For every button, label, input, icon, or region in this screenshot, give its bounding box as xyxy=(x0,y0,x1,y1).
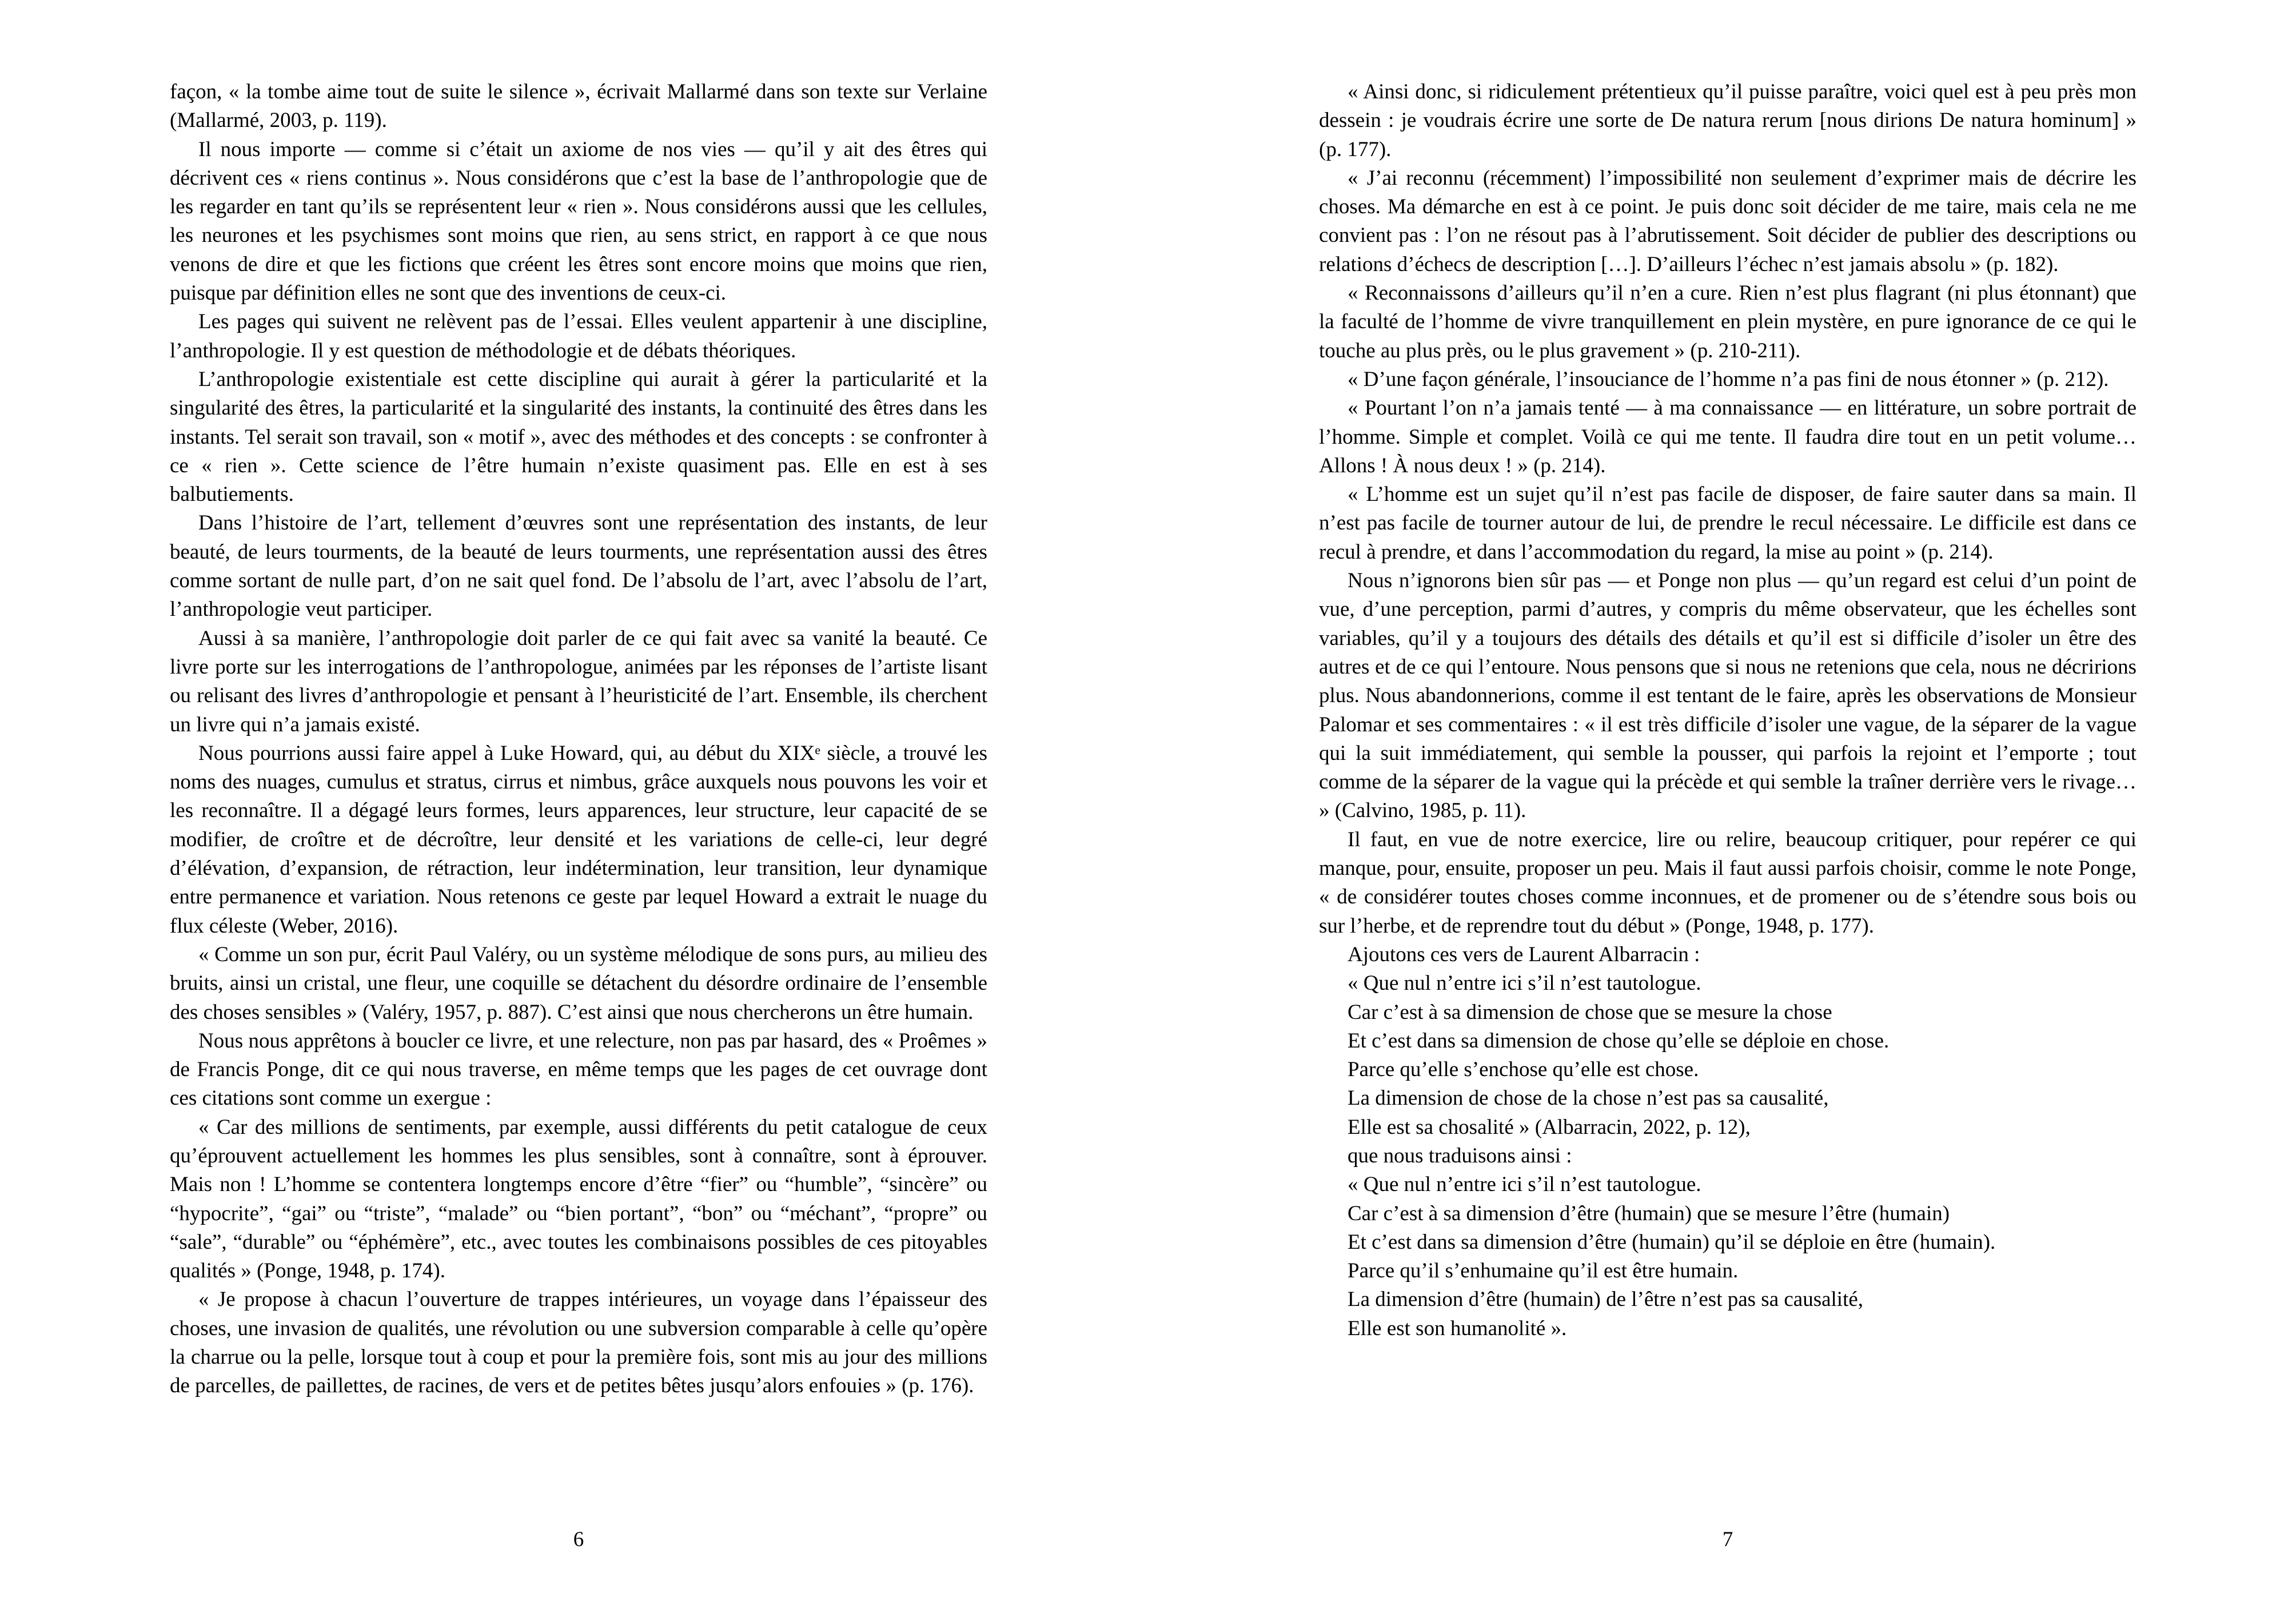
page-right-text-column xyxy=(1319,78,2136,1343)
paragraph: Il faut, en vue de notre exercice, lire ou relire, beaucoup critiquer, pour repérer ce qui manque, pour, ensuite, proposer un peu. Mais il faut aussi parfois choisir, comme le note Ponge, « de considérer toutes choses comme inconnues, et de promener ou de s’étendre sous bois ou sur l’herbe, et de reprendre tout du début » (Ponge, 1948, p. 177). xyxy=(1319,827,2136,938)
paragraph: « Je propose à chacun l’ouverture de trappes intérieures, un voyage dans l’épaisseur des choses, une invasion de qualités, une révolution ou une subversion comparable à celle qu’opère la charrue ou la pelle, lorsque tout à coup et pour la première fois, sont mis au jour des millions de parcelles, de paillettes, de racines, de vers et de petites bêtes jusqu’alors enfouies » (p. 176). xyxy=(170,1288,987,1398)
paragraph: Les pages qui suivent ne relèvent pas de l’essai. Elles veulent appartenir à une discipline, l’anthropologie. Il y est question de méthodologie et de débats théoriques. xyxy=(170,310,987,363)
paragraph: « Pourtant l’on n’a jamais tenté — à ma connaissance — en littérature, un sobre portrait de l’homme. Simple et complet. Voilà ce qui me tente. Il faudra dire tout en un petit volume… Allons ! À nous deux ! » (p. 214). xyxy=(1319,396,2136,477)
paragraph: La dimension d’être (humain) de l’être n’est pas sa causalité, xyxy=(1348,1288,1864,1312)
paragraph: Elle est son humanolité ». xyxy=(1348,1316,1567,1340)
paragraph: Elle est sa chosalité » (Albarracin, 2022, p. 12), xyxy=(1348,1115,1751,1139)
paragraph: Nous nous apprêtons à boucler ce livre, et une relecture, non pas par hasard, des « Proêmes » de Francis Ponge, dit ce qui nous traverse, en même temps que les pages de cet ouvrage dont ces citations sont comme un exergue : xyxy=(170,1029,987,1110)
paragraph: « Reconnaissons d’ailleurs qu’il n’en a cure. Rien n’est plus flagrant (ni plus étonnant) que la faculté de l’homme de vivre tranquillement en plein mystère, en pure ignorance de ce qui le touche au plus près, ou le plus gravement » (p. 210-211). xyxy=(1319,281,2136,363)
page-number-right: 7 xyxy=(1722,1528,1733,1551)
paragraph: Car c’est à sa dimension d’être (humain) que se mesure l’être (humain) xyxy=(1348,1201,1950,1225)
page-left-text-column xyxy=(170,78,987,1401)
paragraph: Aussi à sa manière, l’anthropologie doit parler de ce qui fait avec sa vanité la beauté. Ce livre porte sur les interrogations de l’anthropologue, animées par les réponses de l’artiste lisant ou relisant des livres d’anthropologie et pensant à l’heuristicité de l’art. Ensemble, ils cherchent un livre qui n’a jamais existé. xyxy=(170,626,987,736)
paragraph: Il nous importe — comme si c’était un axiome de nos vies — qu’il y ait des êtres qui décrivent ces « riens continus ». Nous considérons que c’est la base de l’anthropologie que de les regarder en tant qu’ils se représentent leur « rien ». Nous considérons aussi que les cellules, les neurones et les psychismes sont moins que rien, au sens strict, en rapport à ce que nous venons de dire et que les fictions que créent les êtres sont encore moins que moins que rien, puisque par définition elles ne sont que des inventions de ceux-ci. xyxy=(170,137,987,305)
paragraph: « L’homme est un sujet qu’il n’est pas facile de disposer, de faire sauter dans sa main. Il n’est pas facile de tourner autour de lui, de prendre le recul nécessaire. Le difficile est dans ce recul à prendre, et dans l’accommodation du regard, la mise au point » (p. 214). xyxy=(1319,483,2136,564)
paragraph: La dimension de chose de la chose n’est pas sa causalité, xyxy=(1348,1086,1829,1110)
page-right xyxy=(1148,0,2296,1621)
paragraph: que nous traduisons ainsi : xyxy=(1348,1144,1572,1168)
paragraph: L’anthropologie existentiale est cette discipline qui aurait à gérer la particularité et la singularité des êtres, la particularité et la singularité des instants, la continuité des êtres dans les instants. Tel serait son travail, son « motif », avec des méthodes et des concepts : se confronter à ce « rien ». Cette science de l’être humain n’existe quasiment pas. Elle en est à ses balbutiements. xyxy=(170,367,987,507)
paragraph: Parce qu’elle s’enchose qu’elle est chose. xyxy=(1348,1058,1699,1082)
paragraph: Nous pourrions aussi faire appel à Luke Howard, qui, au début du XIXᵉ siècle, a trouvé les noms des nuages, cumulus et stratus, cirrus et nimbus, grâce auxquels nous pouvons les voir et les reconnaître. Il a dégagé leurs formes, leurs apparences, leur structure, leur capacité de se modifier, de croître et de décroître, leur densité et les variations de celle-ci, leur degré d’élévation, d’expansion, de rétraction, leur indétermination, leur transition, leur dynamique entre permanence et variation. Nous retenons ce geste par lequel Howard a extrait le nuage du flux céleste (Weber, 2016). xyxy=(170,741,987,938)
paragraph: façon, « la tombe aime tout de suite le silence », écrivait Mallarmé dans son texte sur Verlaine (Mallarmé, 2003, p. 119). xyxy=(170,80,987,133)
paragraph: Dans l’histoire de l’art, tellement d’œuvres sont une représentation des instants, de leur beauté, de leurs tourments, de la beauté de leurs tourments, une représentation aussi des êtres comme sortant de nulle part, d’on ne sait quel fond. De l’absolu de l’art, avec l’absolu de l’art, l’anthropologie veut participer. xyxy=(170,511,987,622)
paragraph: « Comme un son pur, écrit Paul Valéry, ou un système mélodique de sons purs, au milieu des bruits, ainsi un cristal, une fleur, une coquille se détachent du désordre ordinaire de l’ensemble des choses sensibles » (Valéry, 1957, p. 887). C’est ainsi que nous chercherons un être humain. xyxy=(170,942,987,1024)
paragraph: Car c’est à sa dimension de chose que se mesure la chose xyxy=(1348,1000,1832,1024)
paragraph: « Ainsi donc, si ridiculement prétentieux qu’il puisse paraître, voici quel est à peu près mon dessein : je voudrais écrire une sorte de De natura rerum [nous dirions De natura hominum] » (p. 177). xyxy=(1319,80,2136,161)
paragraph: « J’ai reconnu (récemment) l’impossibilité non seulement d’exprimer mais de décrire les choses. Ma démarche en est à ce point. Je puis donc soit décider de me taire, mais cela ne me convient pas : l’on ne résout pas à l’abrutissement. Soit décider de publier des descriptions ou relations d’échecs de description […]. D’ailleurs l’échec n’est jamais absolu » (p. 182). xyxy=(1319,166,2136,276)
paragraph: Et c’est dans sa dimension d’être (humain) qu’il se déploie en être (humain). xyxy=(1348,1230,1996,1254)
paragraph: « Car des millions de sentiments, par exemple, aussi différents du petit catalogue de ceux qu’éprouvent actuellement les hommes les plus sensibles, sont à connaître, sont à éprouver. Mais non ! L’homme se contentera longtemps encore d’être “fier” ou “humble”, “sincère” ou “hypocrite”, “gai” ou “triste”, “malade” ou “bien portant”, “bon” ou “méchant”, “propre” ou “sale”, “durable” ou “éphémère”, etc., avec toutes les combinaisons possibles de ces pitoyables qualités » (Ponge, 1948, p. 174). xyxy=(170,1115,987,1283)
page-number-left: 6 xyxy=(573,1528,584,1551)
paragraph: « Que nul n’entre ici s’il n’est tautologue. xyxy=(1348,1173,1701,1197)
paragraph: Nous n’ignorons bien sûr pas — et Ponge non plus — qu’un regard est celui d’un point de vue, d’une perception, parmi d’autres, y compris du même observateur, que les échelles sont variables, qu’il y a toujours des détails des détails et qu’il est si difficile d’isoler un être des autres et de ce qui l’entoure. Nous pensons que si nous ne retenions que cela, nous ne décririons plus. Nous abandonnerions, comme il est tentant de le faire, après les observations de Monsieur Palomar et ses commentaires : « il est très difficile d’isoler une vague, de la séparer de la vague qui la suit immédiatement, qui semble la pousser, qui parfois la rejoint et l’emporte ; tout comme de la séparer de la vague qui la précède et qui semble la traîner derrière vers le rivage… » (Calvino, 1985, p. 11). xyxy=(1319,569,2136,823)
paragraph: Parce qu’il s’enhumaine qu’il est être humain. xyxy=(1348,1259,1739,1283)
paragraph: « D’une façon générale, l’insouciance de l’homme n’a pas fini de nous étonner » (p. 212). xyxy=(1348,367,2109,391)
paragraph: Et c’est dans sa dimension de chose qu’elle se déploie en chose. xyxy=(1348,1029,1890,1053)
paragraph: « Que nul n’entre ici s’il n’est tautologue. xyxy=(1348,971,1701,995)
paragraph: Ajoutons ces vers de Laurent Albarracin : xyxy=(1348,942,1700,966)
